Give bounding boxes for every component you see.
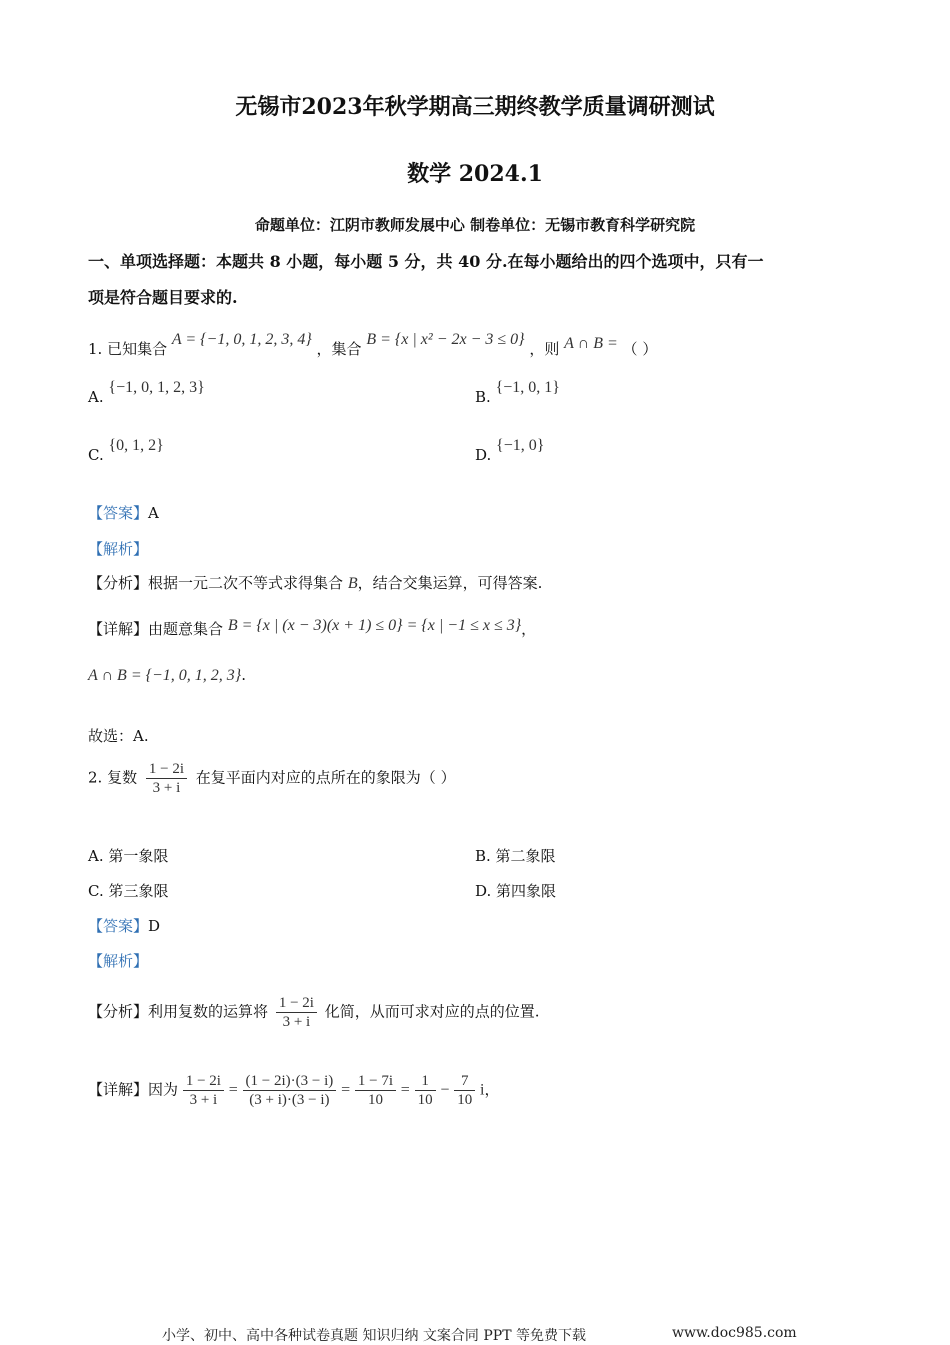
- q2-detail-frac-0: [183, 1072, 224, 1109]
- q2-prefix: 2. 复数: [88, 768, 138, 787]
- page-title: 无锡市2023年秋学期高三期终教学质量调研测试: [235, 94, 715, 120]
- q2-detail-frac-2-num: 1 − 7i: [355, 1072, 396, 1091]
- q2-fenxi-tag: 【分析】: [88, 1002, 149, 1021]
- q2-detail-frac-3-den: 10: [417, 1092, 433, 1108]
- q2-fenxi-text2: 化简，从而可求对应的点的位置.: [324, 1002, 540, 1021]
- q1-fenxi-text1: 根据一元二次不等式求得集合: [148, 574, 344, 592]
- q1-result-end: .: [241, 666, 246, 684]
- q1-option-c-label: C.: [88, 446, 104, 464]
- q2-option-a: A. 第一象限: [88, 847, 169, 865]
- q2-fenxi-frac-num: 1 − 2i: [276, 994, 317, 1013]
- q1-set-b: B = {x | x² − 2x − 3 ≤ 0}: [366, 331, 525, 348]
- q2-fenxi-text1: 利用复数的运算将: [148, 1002, 269, 1021]
- q1-option-a: [88, 379, 205, 407]
- question-2-stem: [88, 760, 456, 797]
- q2-fenxi-frac-den: 3 + i: [282, 1014, 311, 1030]
- q1-option-d-value: {−1, 0}: [496, 437, 545, 454]
- q2-frac-den: 3 + i: [152, 780, 181, 796]
- q2-detail-frac-1-num: (1 − 2i)·(3 − i): [243, 1072, 337, 1091]
- q2-option-c: C. 笫三象限: [88, 882, 169, 900]
- q1-detail: [88, 618, 536, 639]
- q2-detail: [88, 1072, 499, 1109]
- q1-detail-tag: 【详解】: [88, 620, 149, 638]
- q1-analysis-tag: 【解析】: [88, 540, 149, 558]
- q2-detail-frac-4-num: 7: [454, 1072, 475, 1091]
- q1-answer-value: A: [148, 504, 159, 522]
- q2-suffix: 在复平面内对应的点所在的象限为（ ）: [195, 768, 456, 787]
- q1-fenxi: [88, 572, 542, 593]
- q1-ask: A ∩ B =: [564, 335, 618, 352]
- q2-detail-tag: 【详解】: [88, 1080, 149, 1099]
- section-heading-line1: 一、单项选择题：本题共 8 小题，每小题 5 分，共 40 分.在每小题给出的四个选项中，只有一: [88, 252, 764, 271]
- q1-mid: ，集合: [316, 340, 362, 358]
- author-units: 命题单位：江阴市教师发展中心 制卷单位：无锡市教育科学研究院: [254, 216, 696, 234]
- q2-detail-frac-1: [243, 1072, 337, 1109]
- q2-detail-frac-3-num: 1: [415, 1072, 436, 1091]
- q2-fenxi-fraction: [276, 994, 317, 1031]
- q1-set-a: A = {−1, 0, 1, 2, 3, 4}: [171, 331, 312, 348]
- question-1-stem: [88, 331, 658, 359]
- q2-eq-1: =: [228, 1081, 238, 1099]
- q2-detail-text: 因为: [148, 1080, 179, 1099]
- q1-then: ，则: [529, 340, 560, 358]
- q1-answer-tag: 【答案】: [88, 504, 149, 522]
- q2-answer-tag: 【答案】: [88, 917, 149, 935]
- q1-option-a-value: {−1, 0, 1, 2, 3}: [108, 379, 205, 396]
- q2-detail-frac-0-num: 1 − 2i: [183, 1072, 224, 1091]
- q1-option-c: [88, 437, 164, 465]
- q1-prefix: 1. 已知集合: [88, 340, 168, 358]
- q1-result-math: A ∩ B = {−1, 0, 1, 2, 3}: [88, 667, 242, 684]
- q2-eq-2: =: [341, 1081, 351, 1099]
- q1-detail-end: ，: [521, 620, 537, 638]
- q2-detail-frac-3: [415, 1072, 436, 1109]
- q2-answer-value: D: [148, 917, 161, 935]
- q1-option-b: [475, 379, 560, 407]
- q2-detail-frac-2-den: 10: [367, 1092, 383, 1108]
- q1-option-b-value: {−1, 0, 1}: [495, 379, 560, 396]
- q2-detail-frac-2: [355, 1072, 396, 1109]
- q1-result: [88, 666, 246, 685]
- q2-option-b: B. 第二象限: [475, 847, 556, 865]
- q2-detail-frac-4-den: 10: [457, 1092, 473, 1108]
- q2-detail-end: ，: [484, 1080, 500, 1099]
- q1-option-c-value: {0, 1, 2}: [108, 437, 164, 454]
- q2-fraction: [146, 760, 187, 797]
- q1-detail-text: 由题意集合: [148, 620, 224, 638]
- q1-answer: [88, 502, 159, 523]
- footer-text: 小学、初中、高中各种试卷真题 知识归纳 文案合同 PPT 等免费下载: [162, 1328, 586, 1344]
- q1-option-a-label: A.: [88, 388, 104, 406]
- q1-fenxi-tag: 【分析】: [88, 574, 149, 592]
- q2-fenxi: [88, 994, 540, 1031]
- q1-fenxi-var: B: [347, 575, 358, 592]
- q2-detail-frac-4: [454, 1072, 475, 1109]
- q2-option-d: D. 第四象限: [475, 882, 557, 900]
- footer-site-link[interactable]: www.doc985.com: [672, 1325, 797, 1341]
- q1-option-b-label: B.: [475, 388, 491, 406]
- q1-option-d-label: D.: [475, 446, 492, 464]
- q1-detail-math: B = {x | (x − 3)(x + 1) ≤ 0} = {x | −1 ≤ x ≤ 3}: [227, 617, 522, 634]
- q2-eq-3: =: [400, 1081, 410, 1099]
- q1-choose: 故选：A.: [88, 727, 149, 745]
- page-subtitle: 数学 2024.1: [407, 161, 543, 187]
- q1-paren: （ ）: [622, 340, 658, 358]
- q1-option-d: [475, 437, 545, 465]
- q2-minus: −: [440, 1081, 450, 1099]
- q2-analysis-tag: 【解析】: [88, 952, 149, 970]
- section-heading-line2: 项是符合题目要求的.: [88, 288, 238, 307]
- q2-detail-frac-0-den: 3 + i: [189, 1092, 218, 1108]
- q2-frac-num: 1 − 2i: [146, 760, 187, 779]
- q2-answer: [88, 915, 160, 936]
- q2-i-unit: i: [479, 1081, 485, 1099]
- q2-detail-frac-1-den: (3 + i)·(3 − i): [249, 1092, 330, 1108]
- q1-fenxi-text2: ，结合交集运算，可得答案.: [357, 574, 543, 592]
